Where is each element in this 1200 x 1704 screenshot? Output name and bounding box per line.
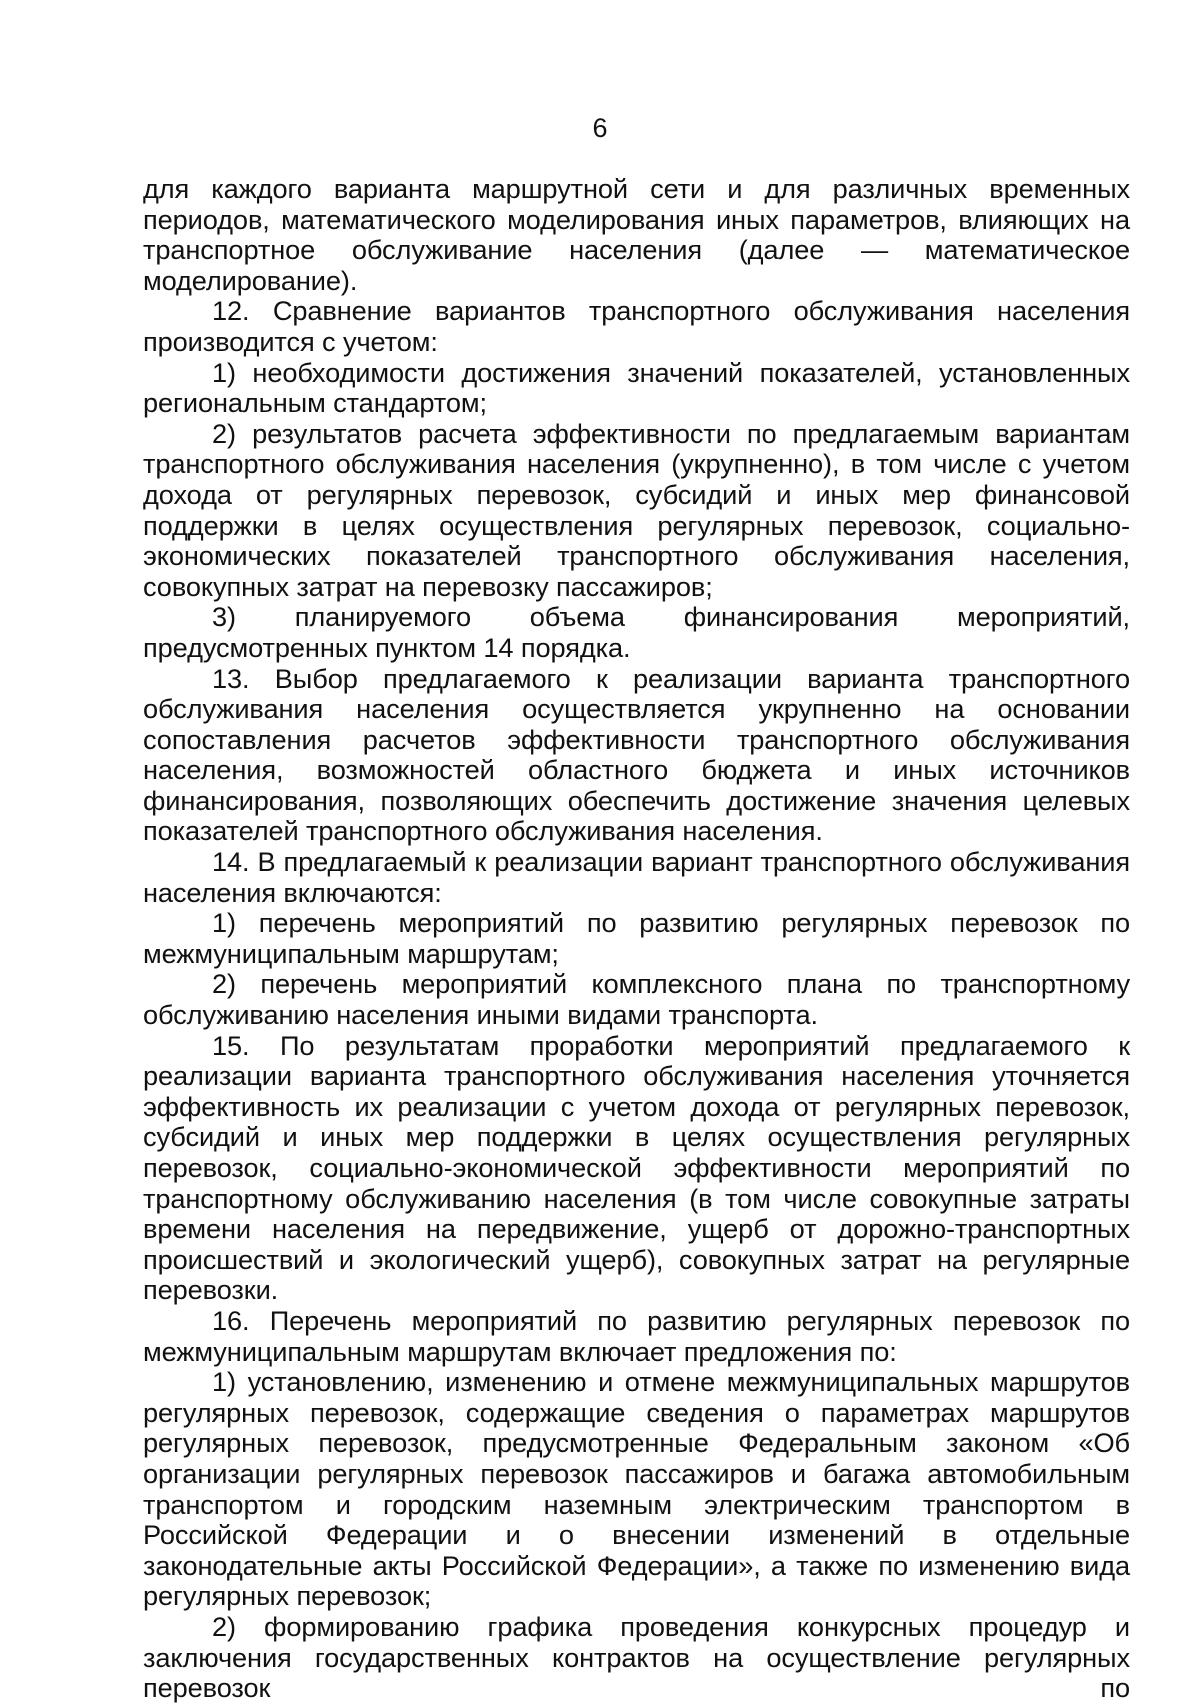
document-body bbox=[143, 174, 1130, 1704]
paragraph-14: 14. В предлагаемый к реализации вариант транспортного обслуживания населения включаются: bbox=[143, 846, 1130, 908]
page-number: 6 bbox=[592, 113, 608, 143]
paragraph-14-item-1: 1) перечень мероприятий по развитию регулярных перевозок по межмуниципальным маршрутам; bbox=[143, 907, 1130, 969]
paragraph-12-item-3: 3) планируемого объема финансирования мероприятий, предусмотренных пунктом 14 порядка. bbox=[143, 601, 1130, 663]
paragraph-15: 15. По результатам проработки мероприятий предлагаемого к реализации варианта транспортного обслуживания населения уточняется эффективность их реализации с учетом дохода от регулярных перевозок, субсидий и иных мер поддержки в целях осуществления регулярных перевозок, социально-экономической эффективности мероприятий по транспортному обслуживанию населения (в том числе совокупные затраты времени населения на передвижение, ущерб от дорожно-транспортных происшествий и экологический ущерб), совокупных затрат на регулярные перевозки. bbox=[143, 1029, 1130, 1306]
paragraph-12-item-2: 2) результатов расчета эффективности по предлагаемым вариантам транспортного обслуживания населения (укрупненно), в том числе с учетом дохода от регулярных перевозок, субсидий и иных мер финансовой поддержки в целях осуществления регулярных перевозок, социально-экономических показателей транспортного обслуживания населения, совокупных затрат на перевозку пассажиров; bbox=[143, 417, 1130, 602]
paragraph-16-item-2: 2) формированию графика проведения конкурсных процедур и заключения государственных контрактов на осуществление регулярных перевозок по bbox=[143, 1610, 1130, 1704]
paragraph-14-item-2: 2) перечень мероприятий комплексного плана по транспортному обслуживанию населения иными видами транспорта. bbox=[143, 968, 1130, 1031]
paragraph-16-item-1: 1) установлению, изменению и отмене межмуниципальных маршрутов регулярных перевозок, содержащие сведения о параметрах маршрутов регулярных перевозок, предусмотренные Федеральным законом «Об организации регулярных перевозок пассажиров и багажа автомобильным транспортом и городским наземным электрическим транспортом в Российской Федерации и о внесении изменений в отдельные законодательные акты Российской Федерации», а также по изменению вида регулярных перевозок; bbox=[143, 1366, 1130, 1612]
paragraph-12-item-1: 1) необходимости достижения значений показателей, установленных региональным стандартом; bbox=[143, 356, 1130, 419]
paragraph-16: 16. Перечень мероприятий по развитию регулярных перевозок по межмуниципальным маршрутам включает предложения по: bbox=[143, 1304, 1130, 1367]
paragraph-continuation: для каждого варианта маршрутной сети и для различных временных периодов, математического моделирования иных параметров, влияющих на транспортное обслуживание населения (далее — математическое моделирование). bbox=[143, 173, 1130, 296]
paragraph-12: 12. Сравнение вариантов транспортного обслуживания населения производится с учетом: bbox=[143, 295, 1130, 357]
paragraph-13: 13. Выбор предлагаемого к реализации варианта транспортного обслуживания населения осуществляется укрупненно на основании сопоставления расчетов эффективности транспортного обслуживания населения, возможностей областного бюджета и иных источников финансирования, позволяющих обеспечить достижение значения целевых показателей транспортного обслуживания населения. bbox=[143, 662, 1130, 847]
